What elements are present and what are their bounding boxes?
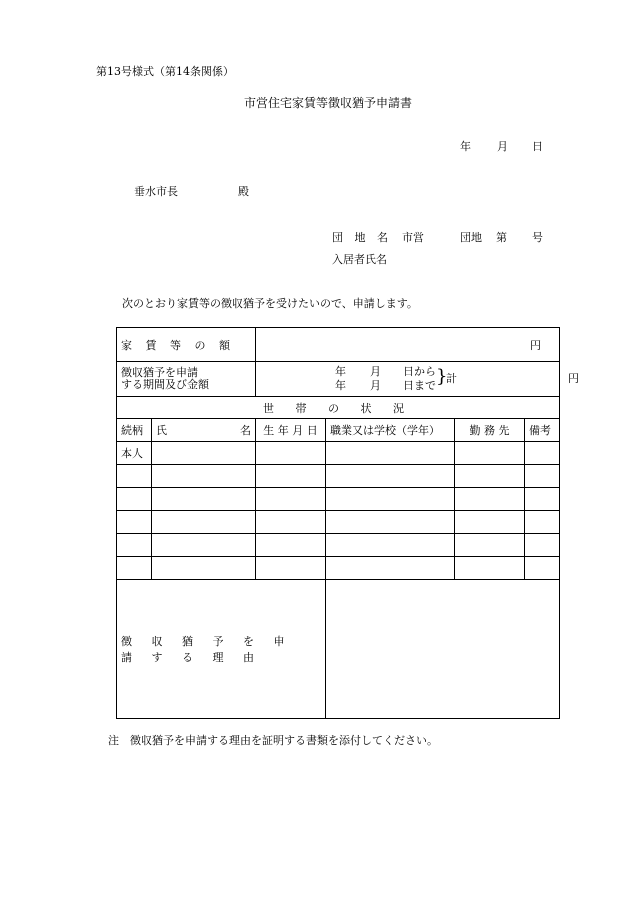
occupation-cell[interactable] [326, 511, 455, 534]
notes-cell[interactable] [525, 534, 560, 557]
table-row [117, 488, 560, 511]
header-relation: 続柄 [117, 419, 152, 442]
name-cell[interactable] [152, 465, 256, 488]
workplace-cell[interactable] [455, 534, 525, 557]
shiei-label: 市営 [402, 231, 424, 244]
name-cell[interactable] [152, 488, 256, 511]
gou-label: 号 [532, 231, 543, 244]
occupation-cell[interactable] [326, 465, 455, 488]
period-label-line-1: 徴収猶予を申請 [121, 366, 198, 379]
household-title-row [117, 397, 560, 419]
table-row [117, 511, 560, 534]
date-day: 日 [532, 140, 543, 153]
notes-cell[interactable] [525, 442, 560, 465]
period-row [117, 362, 560, 397]
header-name [152, 419, 256, 442]
workplace-cell[interactable] [455, 511, 525, 534]
application-table [116, 327, 579, 719]
period-bracket: } [436, 366, 448, 387]
period-label [117, 362, 256, 397]
relation-cell[interactable] [117, 557, 152, 580]
name-cell[interactable] [152, 557, 256, 580]
notes-cell[interactable] [525, 557, 560, 580]
table-row [117, 465, 560, 488]
danchi-label: 団 地 名 [332, 231, 392, 244]
birth-cell[interactable] [256, 511, 326, 534]
table-row [117, 557, 560, 580]
to-year: 年 [335, 379, 346, 392]
birth-cell[interactable] [256, 442, 326, 465]
occupation-cell[interactable] [326, 557, 455, 580]
household-header-row [117, 419, 560, 442]
relation-cell[interactable]: 本人 [117, 442, 152, 465]
name-cell[interactable] [152, 511, 256, 534]
total-unit: 円 [568, 372, 579, 385]
amount-row [117, 328, 560, 362]
notes-cell[interactable] [525, 488, 560, 511]
reason-field[interactable] [326, 580, 560, 719]
occupation-cell[interactable] [326, 534, 455, 557]
period-value [256, 362, 579, 397]
birth-cell[interactable] [256, 557, 326, 580]
notes-cell[interactable] [525, 511, 560, 534]
amount-value: 円 [256, 328, 560, 362]
recipient-honorific: 殿 [238, 185, 249, 198]
header-name-1: 氏 [156, 424, 167, 437]
period-label-line-2: する期間及び金額 [121, 378, 209, 391]
from-month: 月 [370, 365, 381, 378]
header-notes: 備考 [525, 419, 560, 442]
header-workplace: 勤 務 先 [455, 419, 525, 442]
occupation-cell[interactable] [326, 442, 455, 465]
date-month: 月 [497, 140, 508, 153]
relation-cell[interactable] [117, 465, 152, 488]
footnote: 注 徴収猶予を申請する理由を証明する書類を添付してください。 [108, 734, 438, 747]
reason-label: 徴 収 猶 予 を 申 請 す る 理 由 [117, 580, 326, 719]
relation-cell[interactable] [117, 534, 152, 557]
to-day: 日まで [403, 379, 436, 392]
date-year: 年 [460, 140, 471, 153]
amount-label: 家 賃 等 の 額 [117, 328, 256, 362]
danchi-suffix: 団地 [460, 231, 482, 244]
recipient-name: 垂水市長 [134, 185, 178, 198]
relation-cell[interactable] [117, 488, 152, 511]
occupation-cell[interactable] [326, 488, 455, 511]
from-year: 年 [335, 365, 346, 378]
birth-cell[interactable] [256, 534, 326, 557]
form-number: 第13号様式（第14条関係） [96, 65, 234, 78]
birth-cell[interactable] [256, 465, 326, 488]
total-label: 計 [446, 372, 457, 385]
name-cell[interactable] [152, 534, 256, 557]
birth-cell[interactable] [256, 488, 326, 511]
resident-name-label: 入居者氏名 [332, 253, 387, 266]
workplace-cell[interactable] [455, 557, 525, 580]
relation-cell[interactable] [117, 511, 152, 534]
form-title: 市営住宅家賃等徴収猶予申請書 [244, 96, 413, 110]
to-month: 月 [370, 379, 381, 392]
table-row [117, 534, 560, 557]
header-occupation: 職業又は学校（学年） [326, 419, 455, 442]
table-row [117, 442, 560, 465]
dai-label: 第 [496, 231, 507, 244]
notes-cell[interactable] [525, 465, 560, 488]
header-name-2: 名 [240, 424, 251, 437]
name-cell[interactable] [152, 442, 256, 465]
workplace-cell[interactable] [455, 488, 525, 511]
workplace-cell[interactable] [455, 465, 525, 488]
reason-row [117, 580, 560, 719]
workplace-cell[interactable] [455, 442, 525, 465]
from-day: 日から [403, 365, 436, 378]
household-title: 世 帯 の 状 況 [117, 397, 560, 419]
header-birth: 生 年 月 日 [256, 419, 326, 442]
intro-text: 次のとおり家賃等の徴収猶予を受けたいので、申請します。 [122, 297, 418, 310]
